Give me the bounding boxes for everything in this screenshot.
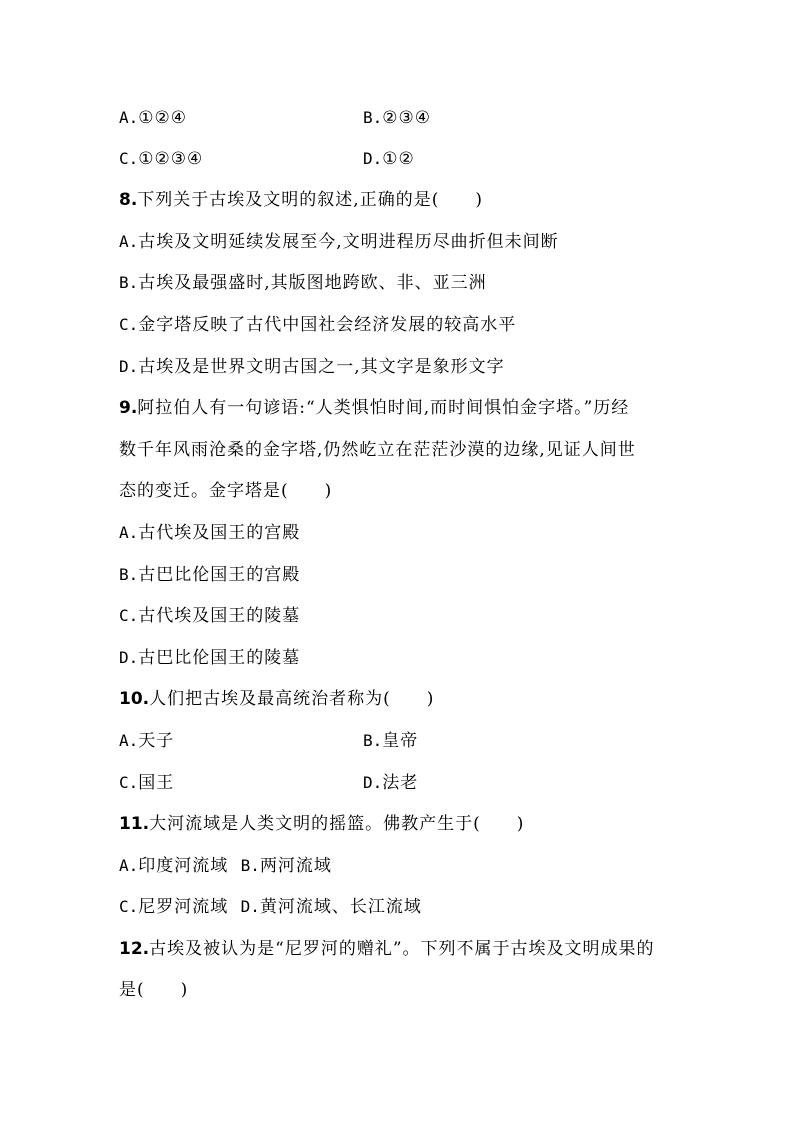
option-label: B. xyxy=(119,273,139,292)
q7-option-c xyxy=(119,147,203,171)
q10-option-d xyxy=(363,771,418,795)
option-label: A. xyxy=(119,731,139,750)
option-label: B. xyxy=(363,731,383,750)
question-text: 下列关于古埃及文明的叙述,正确的是( ) xyxy=(137,190,483,210)
q7-option-b xyxy=(363,106,431,130)
q10-option-c xyxy=(119,771,174,795)
option-text: 古代埃及国王的宫殿 xyxy=(138,523,301,543)
option-text: 国王 xyxy=(138,773,175,793)
q11-option-a xyxy=(119,854,228,878)
option-text: 印度河流域 xyxy=(138,856,229,876)
option-text: 古巴比伦国王的宫殿 xyxy=(138,565,301,585)
q10-option-b xyxy=(363,729,418,753)
option-label: A. xyxy=(119,232,139,251)
q7-option-row-1 xyxy=(119,106,431,130)
question-text: 阿拉伯人有一句谚语:“人类惧怕时间,而时间惧怕金字塔。”历经 xyxy=(137,398,630,418)
option-text: 古埃及是世界文明古国之一,其文字是象形文字 xyxy=(138,357,505,377)
q8-option-d xyxy=(119,355,505,379)
option-text: 尼罗河流域 xyxy=(138,897,229,917)
question-number: 10. xyxy=(119,689,150,709)
q9-option-a xyxy=(119,521,300,545)
option-label: A. xyxy=(119,856,139,875)
q7-option-a xyxy=(119,106,187,130)
option-label: D. xyxy=(119,648,139,667)
option-text: 古埃及文明延续发展至今,文明进程历尽曲折但未间断 xyxy=(138,232,559,252)
question-text: 古埃及被认为是“尼罗河的赠礼”。下列不属于古埃及文明成果的 xyxy=(149,939,655,959)
q11-option-c xyxy=(119,895,228,919)
question-number: 9. xyxy=(119,398,138,418)
option-label: D. xyxy=(363,773,383,792)
option-label: B. xyxy=(119,565,139,584)
option-text: 皇帝 xyxy=(382,731,419,751)
option-label: C. xyxy=(119,315,139,334)
option-text: 法老 xyxy=(382,773,419,793)
q12-stem-line-1 xyxy=(119,937,655,961)
q8-stem xyxy=(119,188,483,212)
option-text: 古巴比伦国王的陵墓 xyxy=(138,648,301,668)
question-number: 8. xyxy=(119,190,138,210)
option-text: 两河流域 xyxy=(259,856,332,876)
question-text: 人们把古埃及最高统治者称为( ) xyxy=(149,689,435,709)
option-label: D. xyxy=(119,357,139,376)
option-text: 天子 xyxy=(138,731,175,751)
option-label: D. xyxy=(240,897,260,916)
q11-option-d xyxy=(241,895,422,919)
option-text: ②③④ xyxy=(382,108,431,128)
q11-option-row-1 xyxy=(119,854,332,878)
q10-stem xyxy=(119,687,434,711)
q11-option-row-2 xyxy=(119,895,422,919)
q9-option-b xyxy=(119,563,300,587)
q11-stem xyxy=(119,812,524,836)
q12-stem-line-2 xyxy=(119,978,188,1002)
q8-option-c xyxy=(119,313,516,337)
option-label: A. xyxy=(119,523,139,542)
q9-stem-line-3 xyxy=(119,479,332,503)
q9-stem-line-2 xyxy=(119,438,636,462)
q7-option-row-2 xyxy=(119,147,415,171)
question-text: 数千年风雨沧桑的金字塔,仍然屹立在茫茫沙漠的边缘,见证人间世 xyxy=(119,440,636,460)
question-number: 12. xyxy=(119,939,150,959)
option-text: 古埃及最强盛时,其版图地跨欧、非、亚三洲 xyxy=(138,273,487,293)
option-label: C. xyxy=(119,773,139,792)
option-text: ①② xyxy=(382,149,415,169)
q9-option-c xyxy=(119,604,300,628)
option-text: ①②③④ xyxy=(138,149,204,169)
q9-option-d xyxy=(119,646,300,670)
q10-option-row-2 xyxy=(119,771,419,795)
option-text: 古代埃及国王的陵墓 xyxy=(138,606,301,626)
question-text: 态的变迁。金字塔是( ) xyxy=(119,481,333,501)
option-label: B. xyxy=(363,108,383,127)
q10-option-a xyxy=(119,729,174,753)
question-text: 大河流域是人类文明的摇篮。佛教产生于( ) xyxy=(149,814,525,834)
option-text: 金字塔反映了古代中国社会经济发展的较高水平 xyxy=(138,315,517,335)
option-text: 黄河流域、长江流域 xyxy=(259,897,422,917)
q8-option-a xyxy=(119,230,559,254)
option-label: A. xyxy=(119,108,139,127)
q8-option-b xyxy=(119,271,487,295)
q9-stem-line-1 xyxy=(119,396,629,420)
question-number: 11. xyxy=(119,814,150,834)
option-label: C. xyxy=(119,897,139,916)
q11-option-b xyxy=(241,854,332,878)
q7-option-d xyxy=(363,147,415,171)
option-label: C. xyxy=(119,149,139,168)
option-label: C. xyxy=(119,606,139,625)
option-label: B. xyxy=(240,856,260,875)
option-text: ①②④ xyxy=(138,108,187,128)
option-label: D. xyxy=(363,149,383,168)
question-text: 是( ) xyxy=(119,980,189,1000)
q10-option-row-1 xyxy=(119,729,419,753)
